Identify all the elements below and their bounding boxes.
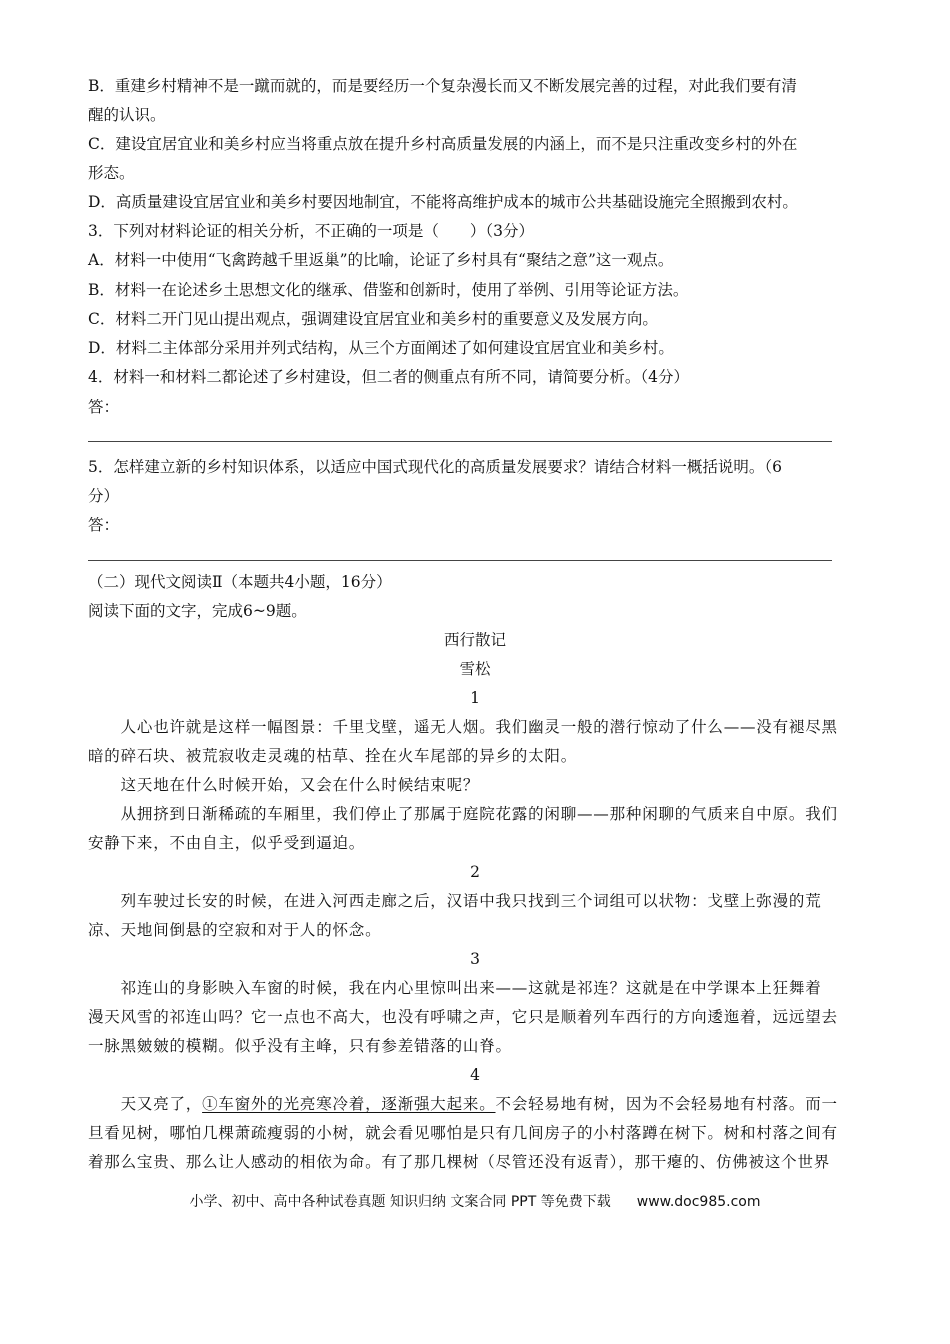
- paragraph-line: 着那么宝贵、那么让人感动的相依为命。有了那几棵树（尽管还没有返青），那干瘪的、仿佛被这个世界: [88, 1153, 831, 1171]
- question-3-option-a: A．材料一中使用“飞禽跨越千里返巢”的比喻，论证了乡村具有“聚结之意”这一观点。: [88, 251, 674, 269]
- footer-text: 小学、初中、高中各种试卷真题 知识归纳 文案合同 PPT 等免费下载: [189, 1194, 611, 1210]
- question-4-answer-line[interactable]: [88, 441, 832, 442]
- footer-site-link[interactable]: www.doc985.com: [636, 1194, 761, 1210]
- option-c-line1: C．建设宜居宜业和美乡村应当将重点放在提升乡村高质量发展的内涵上，而不是只注重改变乡村的外在: [88, 135, 798, 153]
- question-5-answer-line[interactable]: [88, 560, 832, 561]
- question-4-answer-label: 答：: [88, 398, 120, 416]
- paragraph-line: 凉、天地间倒悬的空寂和对于人的怀念。: [88, 921, 382, 939]
- paragraph-line: 从拥挤到日渐稀疏的车厢里，我们停止了那属于庭院花露的闲聊——那种闲聊的气质来自中原。我们: [88, 805, 838, 823]
- paragraph-line: 旦看见树，哪怕几棵萧疏瘦弱的小树，就会看见哪怕是只有几间房子的小村落蹲在树下。树和村落之间有: [88, 1124, 838, 1142]
- paragraph-line-underlined: [88, 1094, 838, 1114]
- section-number-2: 2: [470, 863, 480, 881]
- section-number-3: 3: [470, 950, 480, 968]
- option-d-line: D．高质量建设宜居宜业和美乡村要因地制宜，不能将高维护成本的城市公共基础设施完全照搬到农村。: [88, 193, 798, 211]
- underlined-sentence-1: ①车窗外的光亮寒冷着，逐渐强大起来。: [202, 1095, 496, 1113]
- paragraph-line: 这天地在什么时候开始，又会在什么时候结束呢？: [88, 776, 480, 794]
- paragraph-line: 暗的碎石块、被荒寂收走灵魂的枯草、拴在火车尾部的异乡的太阳。: [88, 747, 578, 765]
- question-3-option-b: B．材料一在论述乡土思想文化的继承、借鉴和创新时，使用了举例、引用等论证方法。: [88, 281, 689, 299]
- question-4-stem: 4．材料一和材料二都论述了乡村建设，但二者的侧重点有所不同，请简要分析。（4分）: [88, 368, 689, 386]
- question-5-stem-line1: 5．怎样建立新的乡村知识体系，以适应中国式现代化的高质量发展要求？请结合材料一概括说明。（6: [88, 458, 782, 476]
- section-instruction: 阅读下面的文字，完成6~9题。: [88, 602, 307, 620]
- question-5-answer-label: 答：: [88, 516, 120, 534]
- paragraph-text: 不会轻易地有树，因为不会轻易地有村落。而一: [495, 1095, 838, 1113]
- paragraph-line: 安静下来，不由自主，似乎受到逼迫。: [88, 834, 366, 852]
- option-c-line2: 形态。: [88, 164, 135, 182]
- question-3-option-d: D．材料二主体部分采用并列式结构，从三个方面阐述了如何建设宜居宜业和美乡村。: [88, 339, 674, 357]
- paragraph-line: 人心也许就是这样一幅图景：千里戈壁，遥无人烟。我们幽灵一般的潜行惊动了什么——没有褪尽黑: [88, 718, 838, 736]
- paragraph-line: 列车驶过长安的时候，在进入河西走廊之后，汉语中我只找到三个词组可以状物：戈壁上弥漫的荒: [88, 892, 822, 910]
- section-heading: （二）现代文阅读Ⅱ（本题共4小题，16分）: [88, 573, 392, 591]
- paragraph-line: 祁连山的身影映入车窗的时候，我在内心里惊叫出来——这就是祁连？这就是在中学课本上狂舞着: [88, 979, 822, 997]
- option-b-line2: 醒的认识。: [88, 106, 166, 124]
- question-5-stem-line2: 分）: [88, 487, 120, 505]
- paragraph-line: 漫天风雪的祁连山吗？它一点也不高大，也没有呼啸之声，它只是顺着列车西行的方向逶迤着，远远望去: [88, 1008, 838, 1026]
- option-b-line1: B．重建乡村精神不是一蹴而就的，而是要经历一个复杂漫长而又不断发展完善的过程，对此我们要有清: [88, 77, 797, 95]
- question-3-option-c: C．材料二开门见山提出观点，强调建设宜居宜业和美乡村的重要意义及发展方向。: [88, 310, 658, 328]
- section-number-4: 4: [470, 1066, 480, 1084]
- section-number-1: 1: [470, 689, 480, 707]
- page-footer: [0, 1192, 950, 1212]
- paragraph-text: 天又亮了，: [88, 1095, 203, 1113]
- question-3-stem: 3．下列对材料论证的相关分析，不正确的一项是（ ）（3分）: [88, 222, 534, 240]
- paragraph-line: 一脉黑皴皴的模糊。似乎没有主峰，只有参差错落的山脊。: [88, 1037, 512, 1055]
- article-author: 雪松: [459, 660, 491, 678]
- article-title: 西行散记: [443, 631, 506, 649]
